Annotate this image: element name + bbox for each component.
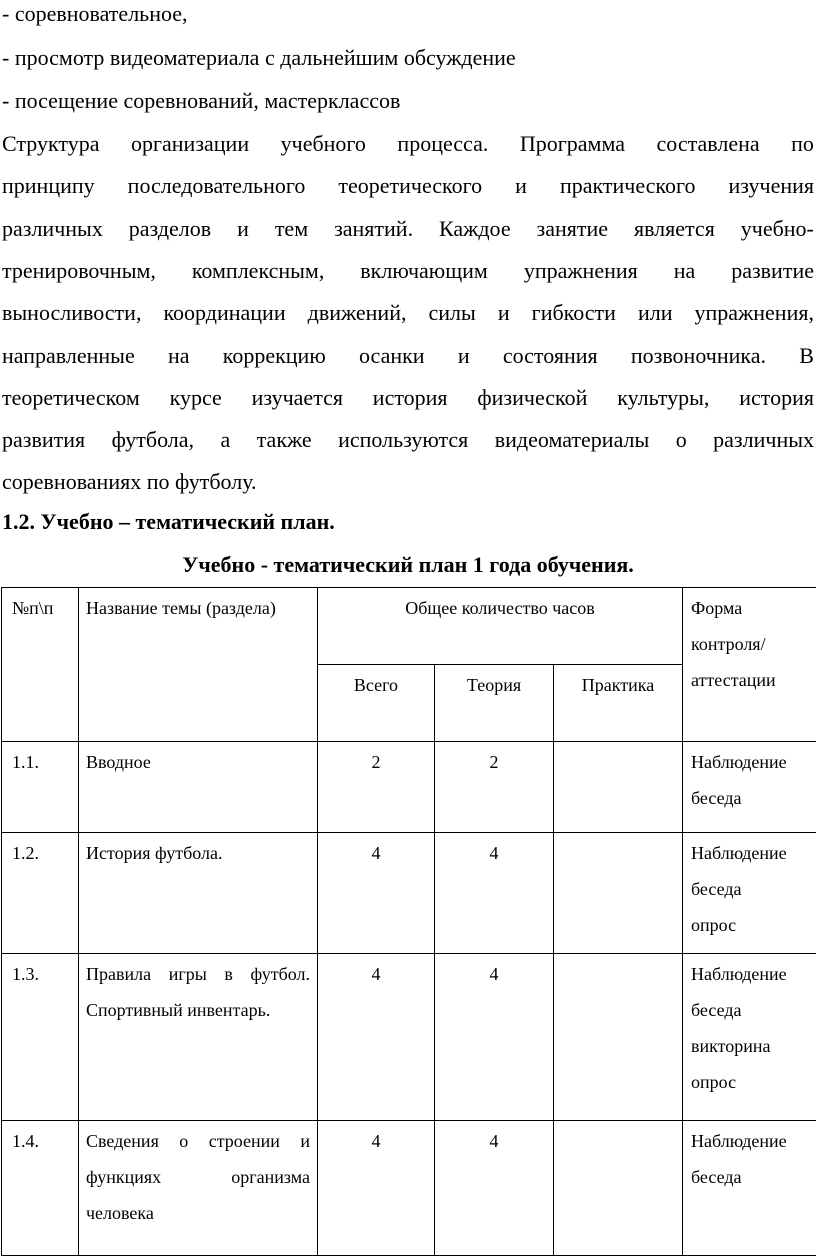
header-topic-name: Название темы (раздела) xyxy=(79,588,318,742)
row-practice xyxy=(554,954,683,1121)
paragraph-line xyxy=(2,301,814,325)
row-total: 4 xyxy=(318,833,435,954)
intro-list-item: - просмотр видеоматериала с дальнейшим обсуждение xyxy=(2,46,814,70)
paragraph-word: культуры, xyxy=(617,386,709,410)
topic-name-word: организма xyxy=(231,1159,310,1195)
paragraph-word: коррекцию xyxy=(223,344,326,368)
topic-name-word: Вводное xyxy=(86,752,151,772)
row-control-form-line: Наблюдение xyxy=(691,956,816,992)
row-control-form-line: опрос xyxy=(691,1064,816,1100)
paragraph-word: Программа xyxy=(520,132,625,156)
paragraph-word: изучается xyxy=(252,386,343,410)
paragraph-word: упражнения, xyxy=(695,301,814,325)
paragraph-word: тренировочным, xyxy=(2,259,156,283)
paragraph-word: а xyxy=(220,428,230,452)
topic-name-word: в xyxy=(224,956,233,992)
row-practice xyxy=(554,833,683,954)
row-topic-name xyxy=(79,954,318,1121)
paragraph-word: занятие xyxy=(537,217,609,241)
paragraph-word: выносливости, xyxy=(2,301,141,325)
row-num: 1.3. xyxy=(2,954,79,1121)
row-control-form-line: Наблюдение xyxy=(691,744,816,780)
row-control-form xyxy=(683,1121,816,1256)
row-control-form xyxy=(683,954,816,1121)
paragraph-word: упражнения xyxy=(524,259,638,283)
paragraph-word: по xyxy=(791,132,814,156)
paragraph-word: силы xyxy=(429,301,476,325)
paragraph-word: футбола, xyxy=(112,428,194,452)
row-total: 4 xyxy=(318,1121,435,1256)
paragraph-word: осанки xyxy=(359,344,425,368)
row-num: 1.1. xyxy=(2,742,79,833)
header-control-form-line: Форма xyxy=(691,590,816,626)
paragraph-word: является xyxy=(634,217,715,241)
paragraph-word: движений, xyxy=(308,301,407,325)
header-control-form-line: аттестации xyxy=(691,662,816,698)
header-total: Всего xyxy=(318,665,435,742)
row-practice xyxy=(554,742,683,833)
topic-name-line xyxy=(86,835,310,871)
row-control-form-line: беседа xyxy=(691,780,816,816)
row-practice xyxy=(554,1121,683,1256)
header-control-form xyxy=(683,588,816,742)
paragraph-word: тем xyxy=(275,217,308,241)
row-control-form-line: беседа xyxy=(691,871,816,907)
paragraph-word: и xyxy=(515,174,527,198)
paragraph-word: составлена xyxy=(657,132,760,156)
topic-name-line xyxy=(86,956,310,992)
table-row xyxy=(2,833,816,954)
row-control-form-line: Наблюдение xyxy=(691,1123,816,1159)
paragraph-line xyxy=(2,386,814,410)
paragraph-word: различных xyxy=(2,217,103,241)
topic-name-word: История футбола. xyxy=(86,843,223,863)
topic-name-word: о xyxy=(179,1123,188,1159)
row-num: 1.4. xyxy=(2,1121,79,1256)
topic-name-word: Правила xyxy=(86,956,151,992)
paragraph-word: организации xyxy=(131,132,249,156)
topic-name-word: футбол. xyxy=(250,956,309,992)
paragraph-line xyxy=(2,132,814,156)
row-theory: 2 xyxy=(435,742,554,833)
topic-name-word: игры xyxy=(169,956,207,992)
paragraph-word: история xyxy=(739,386,814,410)
topic-name-word: строении xyxy=(209,1123,280,1159)
row-num: 1.2. xyxy=(2,833,79,954)
section-heading: 1.2. Учебно – тематический план. xyxy=(2,510,335,534)
topic-name-word: функциях xyxy=(86,1159,161,1195)
paragraph-word: последовательного xyxy=(128,174,306,198)
paragraph-word: позвоночника. xyxy=(631,344,766,368)
header-theory: Теория xyxy=(435,665,554,742)
paragraph-last-line: соревнованиях по футболу. xyxy=(2,470,814,494)
header-total-hours: Общее количество часов xyxy=(318,588,683,665)
table-row xyxy=(2,954,816,1121)
paragraph-word: комплексным, xyxy=(192,259,324,283)
paragraph-line xyxy=(2,259,814,283)
paragraph-word: история xyxy=(373,386,448,410)
paragraph-word: также xyxy=(257,428,312,452)
paragraph-word: курсе xyxy=(170,386,222,410)
paragraph-word: используются xyxy=(338,428,468,452)
paragraph-word: и xyxy=(458,344,470,368)
paragraph-word: теоретическом xyxy=(2,386,140,410)
paragraph-word: занятий. xyxy=(334,217,413,241)
paragraph-word: теоретического xyxy=(338,174,482,198)
paragraph-word: развитие xyxy=(731,259,814,283)
topic-name-word: и xyxy=(300,1123,310,1159)
topic-name-line xyxy=(86,744,310,780)
row-theory: 4 xyxy=(435,1121,554,1256)
row-total: 2 xyxy=(318,742,435,833)
row-control-form-line: Наблюдение xyxy=(691,835,816,871)
paragraph-word: процесса. xyxy=(397,132,488,156)
paragraph-word: развития xyxy=(2,428,85,452)
paragraph-word: координации xyxy=(163,301,285,325)
table-row xyxy=(2,1121,816,1256)
paragraph-word: и xyxy=(237,217,249,241)
paragraph-word: гибкости xyxy=(532,301,616,325)
header-practice: Практика xyxy=(554,665,683,742)
row-topic-name xyxy=(79,742,318,833)
row-total: 4 xyxy=(318,954,435,1121)
paragraph-line xyxy=(2,428,814,452)
paragraph-word: и xyxy=(498,301,510,325)
row-control-form-line: опрос xyxy=(691,907,816,943)
row-topic-name xyxy=(79,833,318,954)
paragraph-word: принципу xyxy=(2,174,95,198)
header-num: №п\п xyxy=(2,588,79,742)
paragraph-word: направленные xyxy=(2,344,135,368)
paragraph-word: на xyxy=(674,259,696,283)
paragraph-word: видеоматериалы xyxy=(495,428,650,452)
paragraph-word: учебного xyxy=(281,132,366,156)
topic-name-word: Спортивный инвентарь. xyxy=(86,1000,270,1020)
row-theory: 4 xyxy=(435,833,554,954)
paragraph-word: включающим xyxy=(360,259,488,283)
topic-name-word: человека xyxy=(86,1203,154,1223)
paragraph-line xyxy=(2,217,814,241)
table-header-row xyxy=(2,588,816,665)
paragraph-word: Каждое xyxy=(439,217,511,241)
row-control-form xyxy=(683,833,816,954)
paragraph-word: Структура xyxy=(2,132,99,156)
table-title: Учебно - тематический план 1 года обучения. xyxy=(0,553,816,577)
topic-name-line xyxy=(86,1159,310,1195)
paragraph-word: состояния xyxy=(503,344,598,368)
paragraph-line xyxy=(2,344,814,368)
intro-list-item: - посещение соревнований, мастерклассов xyxy=(2,89,814,113)
paragraph-word: разделов xyxy=(129,217,211,241)
paragraph-word: изучения xyxy=(729,174,815,198)
topic-name-line xyxy=(86,1123,310,1159)
row-theory: 4 xyxy=(435,954,554,1121)
paragraph-word: физической xyxy=(477,386,587,410)
topic-name-line xyxy=(86,1195,310,1231)
topic-name-line xyxy=(86,992,310,1028)
paragraph-word: В xyxy=(799,344,814,368)
header-control-form-line: контроля/ xyxy=(691,626,816,662)
curriculum-table xyxy=(1,587,816,1256)
row-control-form-line: беседа xyxy=(691,992,816,1028)
paragraph-word: учебно- xyxy=(741,217,814,241)
row-control-form-line: беседа xyxy=(691,1159,816,1195)
paragraph-word: о xyxy=(676,428,687,452)
intro-list-item: - соревновательное, xyxy=(2,2,814,26)
row-control-form xyxy=(683,742,816,833)
paragraph-line xyxy=(2,174,814,198)
paragraph-word: или xyxy=(638,301,673,325)
paragraph-word: различных xyxy=(713,428,814,452)
table-row xyxy=(2,742,816,833)
row-topic-name xyxy=(79,1121,318,1256)
row-control-form-line: викторина xyxy=(691,1028,816,1064)
paragraph-word: практического xyxy=(560,174,696,198)
paragraph-word: на xyxy=(168,344,190,368)
topic-name-word: Сведения xyxy=(86,1123,159,1159)
